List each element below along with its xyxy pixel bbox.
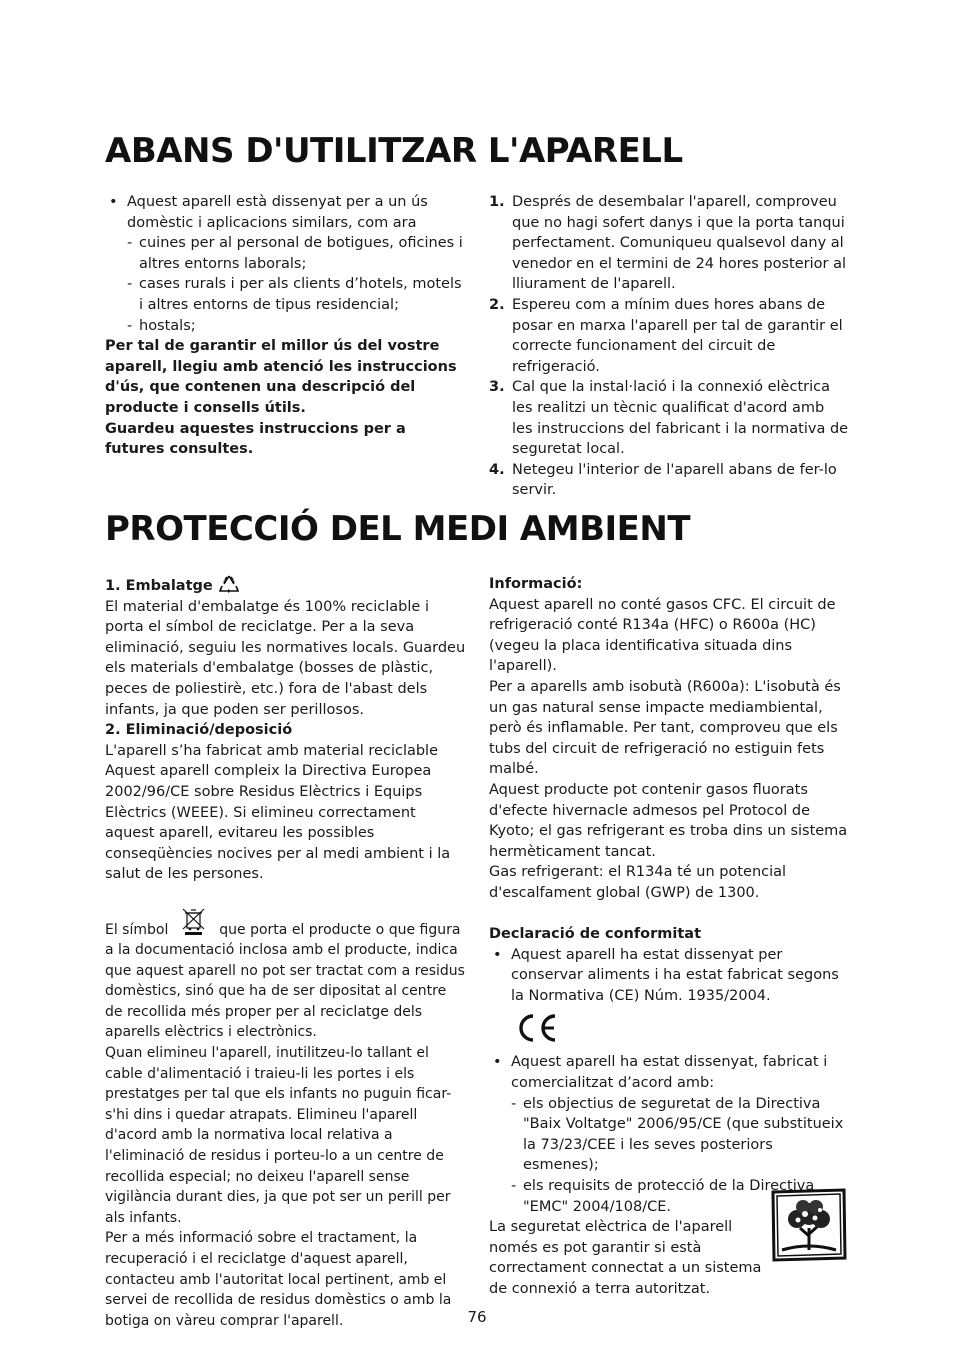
recycle-icon [218,574,240,594]
more-information: Per a més informació sobre el tractament, la recuperació i el reciclatge d'aquest aparell, contacteu amb l'autoritat local pertinent, amb el servei de recollida de residus domèstics o amb la botiga on vàreu comprar l'aparell. [105,1230,452,1329]
weee-directive-text: Aquest aparell compleix la Directiva Europea 2002/96/CE sobre Residus Elèctrics i Equips Elèctrics (WEEE). Si elimineu correctament aquest aparell, evitareu les possibles conseqüències nocives per al medi ambient i la salut de les persones. [105,763,451,883]
section-title-before-use: ABANS D'UTILITZAR L'APARELL [105,131,683,171]
isobutane-text: Per a aparells amb isobutà (R600a): L'isobutà és un gas natural sense impacte mediambiental, però és inflamable. Per tant, comproveu que els tubs del circuit de refrigeració no estiguin fets malbé. [489,678,841,778]
list-item: 2. Espereu com a mínim dues hores abans de posar en marxa l'aparell per tal de garantir el correcte funcionament del circuit de refrigeració. [489,296,843,375]
weee-bin-icon [179,906,209,936]
section-title-environment: PROTECCIÓ DEL MEDI AMBIENT [105,509,691,549]
keep-instructions: Guardeu aquestes instruccions per a futures consultes. [105,420,406,458]
list-item: 4. Netegeu l'interior de l'aparell abans de fer-lo servir. [489,461,837,499]
conformity-heading: Declaració de conformitat [489,926,702,943]
list-item: - els objectius de seguretat de la Directiva "Baix Voltatge" 2006/95/CE (que substitueix la 73/23/CEE i les seves posteriors esmenes); [511,1095,844,1174]
list-item: 3. Cal que la instal·lació i la connexió elèctrica les realitzi un tècnic qualificat d'acord amb les instruccions del fabricant i la normativa de seguretat local. [489,379,849,458]
list-item: 1. Després de desembalar l'aparell, comproveu que no hagi sofert danys i que la porta tanqui perfectament. Comuniqueu qualsevol dany al venedor en el termini de 24 hores posterior al lliurament de l'aparell. [489,194,846,293]
gwp-text: Gas refrigerant: el R134a té un potencial d'escalfament global (GWP) de 1300. [489,864,787,901]
disposal-text: L'aparell s’ha fabricat amb material reciclable [105,742,439,759]
list-item: • Aquest aparell ha estat dissenyat, fabricat i comercialitzat d’acord amb: [493,1054,828,1092]
list-item: • Aquest aparell està dissenyat per a un ús domèstic i aplicacions similars, com ara [109,194,428,231]
disposal-instructions: Quan elimineu l'aparell, inutilitzeu-lo tallant el cable d'alimentació i traieu-li les portes i els prestatges per tal que els infants no puguin ficar-s'hi dins i quedar atrapats. Elimineu l'aparell d'acord amb la normativa local relativa a l'eliminació de residus i porteu-lo a un centre de recollida especial; no deixeu l'aparell sense vigilància durant dies, ja que pot ser un perill per als infants. [105,1045,452,1226]
usage-advice: Per tal de garantir el millor ús del vostre aparell, llegiu amb atenció les instruccions d'ús, que contenen una descripció del producte i consells útils. [105,338,457,416]
fluorinated-gas-text: Aquest producte pot contenir gasos fluorats d'efecte hivernacle admesos pel Protocol de Kyoto; el gas refrigerant es troba dins un sistema hermèticament tancat. [489,781,848,860]
cfc-text: Aquest aparell no conté gasos CFC. El circuit de refrigeració conté R134a (HFC) o R600a (HC) (vegeu la placa identificativa situada dins l'aparell). [489,596,836,675]
packaging-heading: 1. Embalatge [105,574,467,597]
page-number: 76 [467,1308,487,1326]
list-item: - cuines per al personal de botigues, oficines i altres entorns laborals; [127,235,463,272]
before-use-left-column [105,192,467,460]
before-use-right-column [489,192,849,501]
environment-left-column [105,574,467,1331]
packaging-text: El material d'embalatge és 100% reciclable i porta el símbol de reciclatge. Per a la seva eliminació, seguiu les normatives locals. Guardeu els materials d'embalatge (bosses de plàstic, peces de poliestirè, etc.) fora de l'abast dels infants, ja que poden ser perillosos. [105,598,466,718]
electrical-safety-text: La seguretat elèctrica de l'aparell només es pot garantir si està correctament connectat a un sistema de connexió a terra autoritzat. [489,1219,762,1297]
list-item: - hostals; [127,317,196,334]
list-item: - els requisits de protecció de la Directiva "EMC" 2004/108/CE. [511,1178,815,1215]
list-item: - cases rurals i per als clients d’hotels, motels i altres entorns de tipus residencial; [127,276,462,313]
weee-symbol-text: El símbol que porta el producte o que figura a la documentació inclosa amb el producte, indica que aquest aparell no pot ser tractat com a residus domèstics, sinó que ha de ser dipositat al centre de recollida més proper per al reciclatge dels aparells elèctrics i electrònics. [105,906,467,1044]
tree-logo-icon [770,1188,848,1262]
information-heading: Informació: [489,576,583,592]
disposal-heading: 2. Eliminació/deposició [105,722,293,739]
list-item: • Aquest aparell ha estat dissenyat per conservar aliments i ha estat fabricat segons la Normativa (CE) Núm. 1935/2004. [493,946,839,1004]
ce-mark-icon [515,1012,559,1044]
